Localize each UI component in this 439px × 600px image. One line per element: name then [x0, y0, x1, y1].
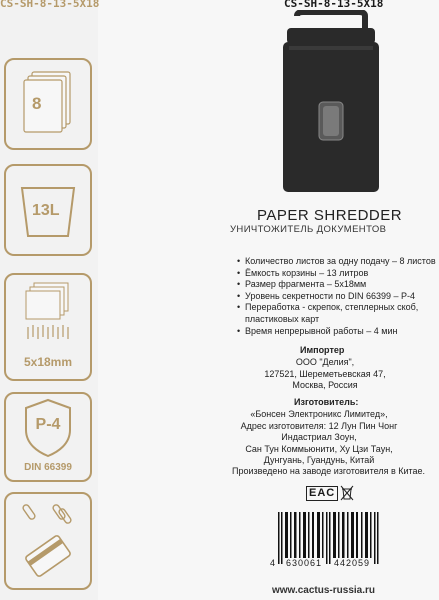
- manufacturer-line: Сан Тун Коммьюнити, Ху Цзи Таун,: [245, 443, 393, 454]
- manufacturer-line: «Бонсен Электроникс Лимитед»,: [250, 409, 388, 419]
- bin-value: 13L: [32, 202, 60, 219]
- product-title: PAPER SHREDDER: [257, 207, 403, 224]
- spec-item: • Ёмкость корзины – 13 литров: [237, 268, 437, 280]
- materials-card: [4, 492, 92, 590]
- sheets-card: [4, 58, 92, 150]
- importer-address: [240, 357, 410, 392]
- security-value: P-4: [35, 416, 61, 433]
- barcode-group-1: 630061: [286, 558, 323, 568]
- spec-item: • Уровень секретности по DIN 66399 – P-4: [237, 291, 437, 303]
- clips-and-card-icon: [6, 494, 90, 588]
- weee-bin-icon: [340, 485, 354, 501]
- importer-heading: Импортер: [300, 345, 345, 355]
- model-code-left: CS-SH-8-13-5X18: [0, 0, 100, 10]
- shredded-paper-icon: [6, 275, 90, 355]
- importer-line: ООО "Делия",: [295, 357, 355, 367]
- spec-list: [237, 256, 437, 337]
- product-subtitle: УНИЧТОЖИТЕЛЬ ДОКУМЕНТОВ: [230, 224, 387, 235]
- model-code-right: CS-SH-8-13-5X18: [284, 0, 384, 10]
- manufacturer-heading: Изготовитель:: [294, 397, 359, 407]
- particle-value: 5x18mm: [23, 355, 73, 369]
- paper-stack-icon: [6, 60, 90, 148]
- spec-item: • Размер фрагмента – 5x18мм: [237, 279, 437, 291]
- manufacturer-line: Адрес изготовителя: 12 Лун Пин Чонг: [240, 420, 398, 431]
- eac-mark: EAC: [306, 486, 338, 501]
- importer-line: 127521, Шереметьевская 47,: [264, 368, 386, 379]
- security-card: [4, 392, 92, 482]
- sheets-value: 8: [32, 94, 42, 113]
- barcode: [272, 512, 390, 578]
- manufacturer-line: Дунгуань, Гуандунь, Китай: [263, 455, 375, 465]
- importer-line: Москва, Россия: [292, 380, 358, 390]
- barcode-prefix: 4: [270, 558, 276, 568]
- manufacturer-line: Индастриал Зоун,: [281, 432, 357, 442]
- shredder-product-image: [271, 10, 391, 200]
- barcode-bars: [272, 512, 390, 564]
- manufacturer-address: [224, 409, 414, 467]
- website-link[interactable]: www.cactus-russia.ru: [272, 585, 375, 596]
- made-in-note: Произведено на заводе изготовителя в Китае.: [232, 466, 426, 476]
- security-standard: DIN 66399: [24, 462, 72, 473]
- spec-item: • Переработка - скрепок, степлерных скоб, пластиковых карт: [237, 302, 437, 325]
- particle-card: [4, 273, 92, 381]
- spec-item: • Количество листов за одну подачу – 8 листов: [237, 256, 437, 268]
- spec-item: • Время непрерывной работы – 4 мин: [237, 326, 437, 338]
- barcode-group-2: 442059: [334, 558, 371, 568]
- bin-card: [4, 164, 92, 256]
